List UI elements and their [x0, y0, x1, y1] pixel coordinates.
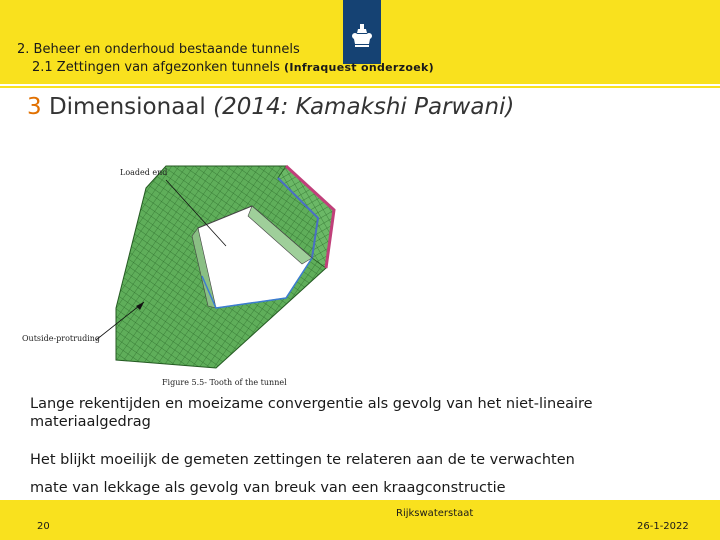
rijkswaterstaat-logo — [343, 0, 381, 64]
title-main: Dimensionaal — [41, 94, 214, 120]
label-loaded-end: Loaded end — [120, 168, 168, 177]
body-paragraph-1: Lange rekentijden en moeizame convergentie als gevolg van het niet-lineaire materiaalgedrag — [30, 396, 593, 430]
subsection-title: 2.1 Zettingen van afgezonken tunnels — [32, 60, 280, 75]
page-number: 20 — [37, 521, 50, 532]
crest-icon — [343, 0, 381, 64]
subsection-source: (Infraquest onderzoek) — [284, 61, 434, 74]
tunnel-mesh-image — [16, 158, 356, 390]
footer-band — [0, 500, 720, 540]
figure-caption: Figure 5.5- Tooth of the tunnel — [162, 378, 287, 387]
title-citation: (2014: Kamakshi Parwani) — [213, 94, 515, 120]
section-heading: 2. Beheer en onderhoud bestaande tunnels — [17, 42, 300, 57]
body-paragraph-2: Het blijkt moeilijk de gemeten zettingen te relateren aan de te verwachten — [30, 452, 575, 468]
header-rule — [0, 86, 720, 88]
slide-date: 26-1-2022 — [637, 521, 689, 532]
title-accent: 3 — [27, 94, 42, 120]
page-title — [27, 94, 514, 120]
organisation-name: Rijkswaterstaat — [396, 508, 474, 519]
body-paragraph-3: mate van lekkage als gevolg van breuk van een kraagconstructie — [30, 480, 506, 496]
label-outside-protruding: Outside-protruding — [22, 334, 101, 343]
tunnel-model-figure — [16, 158, 356, 390]
subsection-heading — [32, 60, 434, 75]
